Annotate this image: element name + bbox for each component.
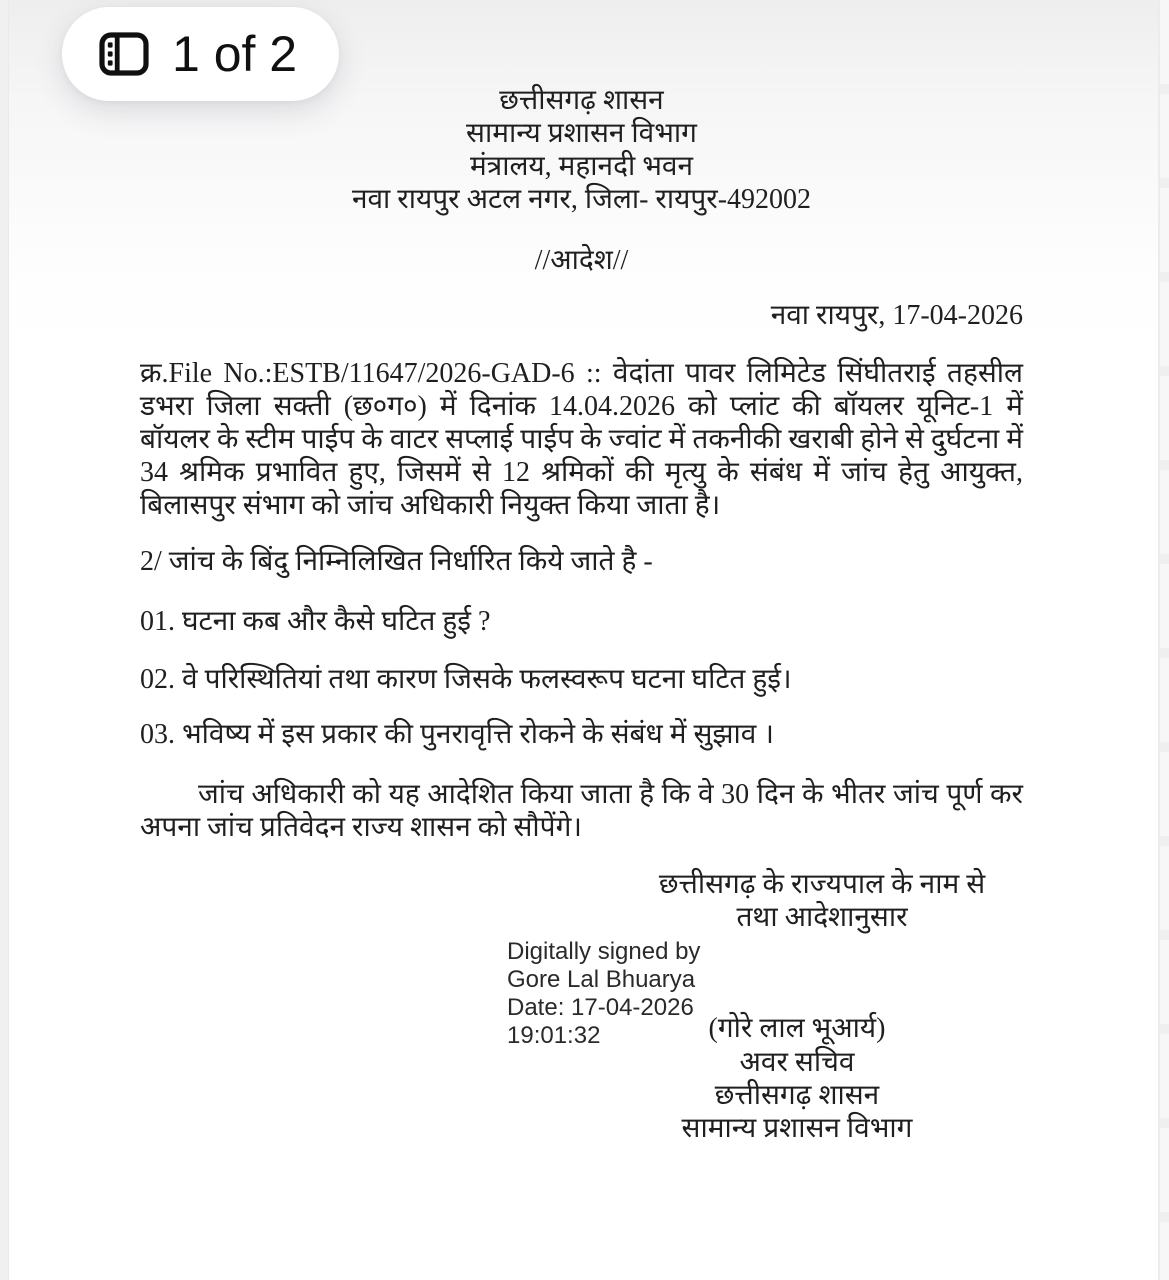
letterhead-line-address: नवा रायपुर अटल नगर, जिला- रायपुर-492002 <box>351 184 812 215</box>
signatory-designation: अवर सचिव <box>739 1047 855 1078</box>
inquiry-point-02: 02. वे परिस्थितियां तथा कारण जिसके फलस्वरूप घटना घटित हुई। <box>140 664 792 695</box>
by-order-block <box>622 868 1022 934</box>
signatory-government: छत्तीसगढ़ शासन <box>714 1080 880 1111</box>
signature-block <box>140 934 1023 1146</box>
digital-stamp-line-4: 19:01:32 <box>507 1022 601 1049</box>
place-date-line: नवा रायपुर, 17-04-2026 <box>770 300 1023 331</box>
inquiry-point-03: 03. भविष्य में इस प्रकार की पुनरावृत्ति रोकने के संबंध में सुझाव । <box>140 719 774 750</box>
closing-paragraph: जांच अधिकारी को यह आदेशित किया जाता है कि वे 30 दिन के भीतर जांच पूर्ण कर अपना जांच प्रतिवेदन राज्य शासन को सौपेंगे। <box>140 779 1023 843</box>
by-order-line-governor: छत्तीसगढ़ के राज्यपाल के नाम से <box>658 869 986 900</box>
order-title: //आदेश// <box>534 245 629 276</box>
letterhead-line-ministry: मंत्रालय, महानदी भवन <box>470 151 693 182</box>
order-main-paragraph: क्र.File No.:ESTB/11647/2026-GAD-6 :: वेदांता पावर लिमिटेड सिंघीतराई तहसील डभरा जिला सक्ती (छ०ग०) में दिनांक 14.04.2026 को प्लांट की बॉयलर यूनिट-1 में बॉयलर के स्टीम पाईप के वाटर सप्लाई पाईप के ज्वांट में तकनीकी खराबी होने से दुर्घटना में 34 श्रमिक प्रभावित हुए, जिसमें से 12 श्रमिकों की मृत्यु के संबंध में जांच हेतु आयुक्त, बिलासपुर संभाग को जांच अधिकारी नियुक्त किया जाता है। <box>140 358 1023 521</box>
signatory-department: सामान्य प्रशासन विभाग <box>681 1113 913 1144</box>
letterhead <box>140 84 1023 216</box>
signatory-name: (गोरे लाल भूआर्य) <box>708 1013 886 1044</box>
inquiry-point-01: 01. घटना कब और कैसे घटित हुई ? <box>140 606 491 637</box>
digital-stamp-line-2: Gore Lal Bhuarya <box>507 966 696 993</box>
page-count-label: 1 of 2 <box>172 26 298 82</box>
by-order-line-asordered: तथा आदेशानुसार <box>736 902 908 933</box>
digital-stamp-line-1: Digitally signed by <box>507 938 701 965</box>
letterhead-line-government: छत्तीसगढ़ शासन <box>499 85 664 116</box>
signatory-block <box>632 934 962 1145</box>
digital-stamp-line-3: Date: 17-04-2026 <box>507 994 694 1021</box>
letterhead-line-department: सामान्य प्रशासन विभाग <box>466 118 697 149</box>
inquiry-points-intro: 2/ जांच के बिंदु निम्निलिखित निर्धारित किये जाते है - <box>140 546 653 577</box>
